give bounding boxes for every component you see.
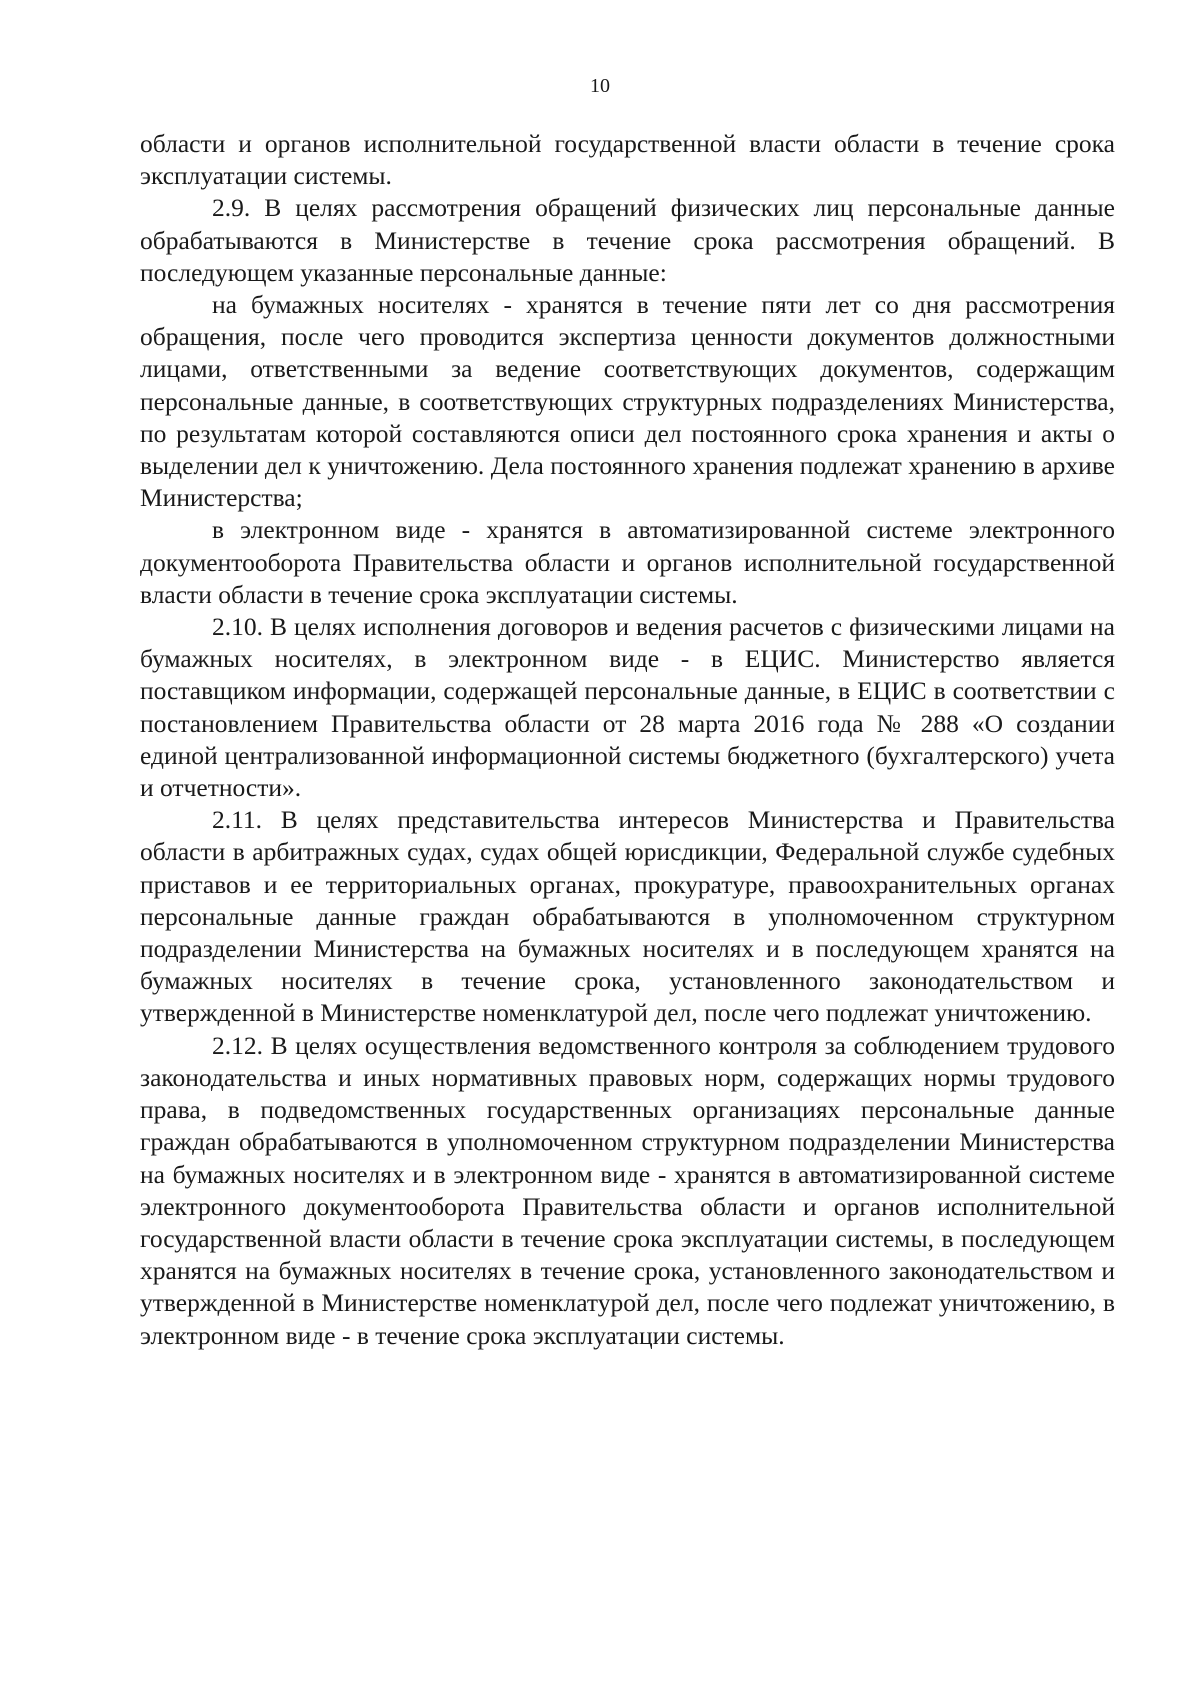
paragraph-2-9: 2.9. В целях рассмотрения обращений физических лиц персональные данные обрабатываются в Министерстве в течение срока рассмотрения обращений. В последующем указанные персональные данные: <box>140 193 1115 287</box>
paragraph-2-12: 2.12. В целях осуществления ведомственного контроля за соблюдением трудового законодательства и иных нормативных правовых норм, содержащих нормы трудового права, в подведомственных государственных организациях персональные данные граждан обрабатываются в уполномоченном структурном подразделении Министерства на бумажных носителях и в электронном виде - хранятся в автоматизированной системе электронного документооборота Правительства области и органов исполнительной государственной власти области в течение срока эксплуатации системы, в последующем хранятся на бумажных носителях в течение срока, установленного законодательством и утвержденной в Министерстве номенклатурой дел, после чего подлежат уничтожению, в электронном виде - в течение срока эксплуатации системы. <box>140 1030 1115 1350</box>
paragraph-continuation: области и органов исполнительной государственной власти области в течение срока эксплуатации системы. <box>140 129 1115 191</box>
paragraph-2-10: 2.10. В целях исполнения договоров и ведения расчетов с физическими лицами на бумажных носителях, в электронном виде - в ЕЦИС. Министерство является поставщиком информации, содержащей персональные данные, в ЕЦИС в соответствии с постановлением Правительства области от 28 марта 2016 года № 288 «О создании единой централизованной информационной системы бюджетного (бухгалтерского) учета и отчетности». <box>140 612 1115 803</box>
paragraph-2-9-electronic: в электронном виде - хранятся в автоматизированной системе электронного документооборота Правительства области и органов исполнительной государственной власти области в течение срока эксплуатации системы. <box>140 515 1115 609</box>
paragraph-2-9-paper: на бумажных носителях - хранятся в течение пяти лет со дня рассмотрения обращения, после чего проводится экспертиза ценности документов должностными лицами, ответственными за ведение соответствующих документов, содержащим персональные данные, в соответствующих структурных подразделениях Министерства, по результатам которой составляются описи дел постоянного срока хранения и акты о выделении дел к уничтожению. Дела постоянного хранения подлежат хранению в архиве Министерства; <box>140 290 1115 513</box>
document-body <box>140 128 1115 1352</box>
page-number: 10 <box>590 75 610 97</box>
paragraph-2-11: 2.11. В целях представительства интересов Министерства и Правительства области в арбитражных судах, судах общей юрисдикции, Федеральной службе судебных приставов и ее территориальных органах, прокуратуре, правоохранительных органах персональные данные граждан обрабатываются в уполномоченном структурном подразделении Министерства на бумажных носителях и в последующем хранятся на бумажных носителях в течение срока, установленного законодательством и утвержденной в Министерстве номенклатурой дел, после чего подлежат уничтожению. <box>140 805 1115 1028</box>
